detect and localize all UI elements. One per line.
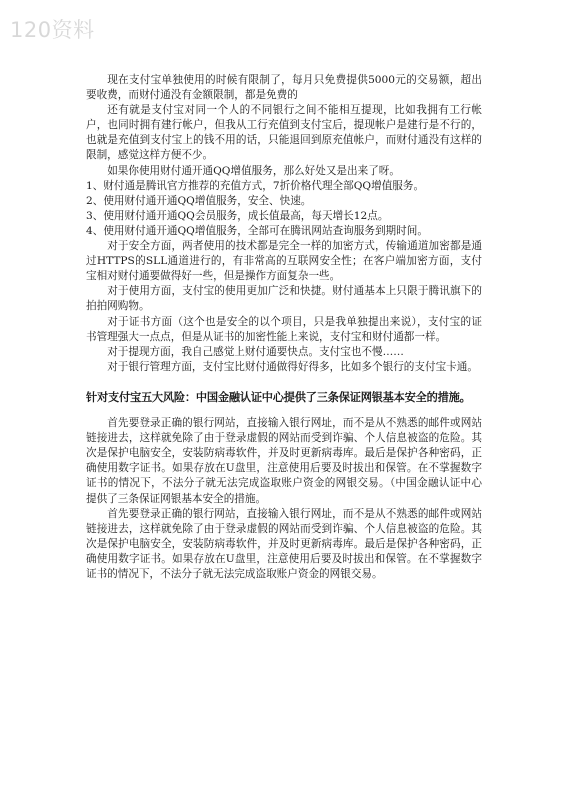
list-item: 1、财付通是腾讯官方推荐的充值方式，7折价格代理全部QQ增值服务。 — [86, 179, 425, 192]
watermark-logo: 120资料 — [10, 18, 95, 42]
paragraph-withdraw-speed: 对于提现方面，我自己感觉上财付通要快点。支付宝也不慢…… — [107, 345, 404, 358]
paragraph-security: 对于安全方面，两者使用的技术都是完全一样的加密方式，传输通道加密都是通过HTTPS的SLL通道进行的，有非常高的互联网安全性；在客户端加密方面，支付宝相对财付通要做得好一些，但是操作方面复杂一些。 — [86, 240, 482, 283]
paragraph-withdraw-restriction: 还有就是支付宝对同一个人的不同银行之间不能相互提现，比如我拥有工行帐户，也同时拥有建行帐户，但我从工行充值到支付宝后，提现帐户是建行是不行的，也就是充值到支付宝上的钱不用的话，只能退回到原充值帐户，而财付通没有这样的限制，感觉这样方便不少。 — [86, 104, 482, 162]
paragraph-qq-intro: 如果你使用财付通开通QQ增值服务，那么好处又是出来了呀。 — [107, 164, 400, 177]
paragraph-bank-management: 对于银行管理方面，支付宝比财付通做得好得多，比如多个银行的支付宝卡通。 — [107, 360, 478, 373]
section-heading: 针对支付宝五大风险：中国金融认证中心提供了三条保证网银基本安全的措施。 — [86, 390, 471, 404]
list-item: 2、使用财付通开通QQ增值服务，安全、快速。 — [86, 194, 312, 207]
document-page — [86, 73, 482, 582]
paragraph-safety-measures-repeat: 首先要登录正确的银行网站，直接输入银行网址，而不是从不熟悉的邮件或网站链接进去，这样就免除了由于登录虚假的网站而受到诈骗、个人信息被盗的危险。其次是保护电脑安全，安装防病毒软件，并及时更新病毒库。最后是保护各种密码，正确使用数字证书。如果存放在U盘里，注意使用后要及时拔出和保管。在不掌握数字证书的情况下，不法分子就无法完成盗取账户资金的网银交易。 — [86, 507, 482, 580]
list-item: 3、使用财付通开通QQ会员服务，成长值最高，每天增长12点。 — [86, 209, 389, 222]
paragraph-safety-measures: 首先要登录正确的银行网站，直接输入银行网址，而不是从不熟悉的邮件或网站链接进去，这样就免除了由于登录虚假的网站而受到诈骗、个人信息被盗的危险。其次是保护电脑安全，安装防病毒软件，并及时更新病毒库。最后是保护各种密码，正确使用数字证书。如果存放在U盘里，注意使用后要及时拔出和保管。在不掌握数字证书的情况下，不法分子就无法完成盗取账户资金的网银交易。（中国金融认证中心提供了三条保证网银基本安全的措施。 — [86, 417, 482, 505]
paragraph-usage: 对于使用方面，支付宝的使用更加广泛和快捷。财付通基本上只限于腾讯旗下的拍拍网购物。 — [86, 285, 482, 313]
list-item: 4、使用财付通开通QQ增值服务，全部可在腾讯网站查询服务到期时间。 — [86, 224, 428, 237]
paragraph-monthly-limit: 现在支付宝单独使用的时候有限制了，每月只免费提供5000元的交易额，超出要收费，而财付通没有金额限制，都是免费的 — [86, 74, 482, 102]
paragraph-certificate: 对于证书方面（这个也是安全的以个项目，只是我单独提出来说），支付宝的证书管理强大一点点，但是从证书的加密性能上来说，支付宝和财付通都一样。 — [86, 315, 482, 343]
